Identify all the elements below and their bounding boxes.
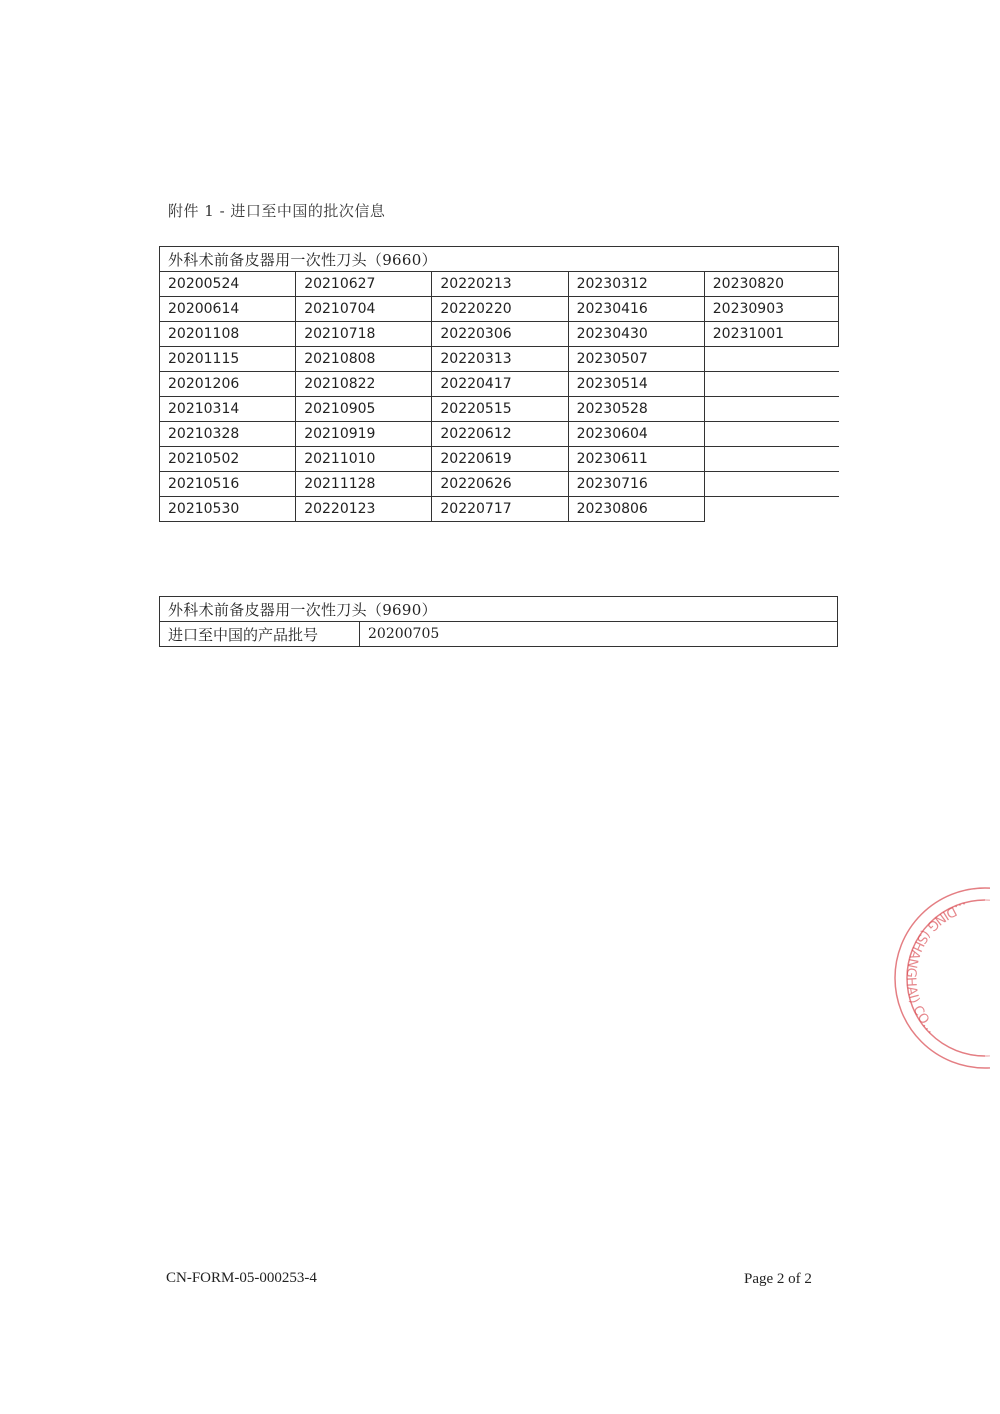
batch-number: 20201206 <box>160 372 296 397</box>
batch-label: 进口至中国的产品批号 <box>160 622 360 647</box>
batch-number: 20210328 <box>160 422 296 447</box>
batch-number: 20210808 <box>296 347 432 372</box>
batch-number: 20210905 <box>296 397 432 422</box>
table-row <box>160 447 839 472</box>
table-row <box>160 297 839 322</box>
batch-table-9660 <box>159 246 839 522</box>
batch-number: 20211010 <box>296 447 432 472</box>
table-header-9660: 外科术前备皮器用一次性刀头（9660） <box>160 247 839 272</box>
batch-number: 20220626 <box>432 472 568 497</box>
batch-number: 20230716 <box>568 472 704 497</box>
table-header-row <box>160 597 838 622</box>
table-header-9690: 外科术前备皮器用一次性刀头（9690） <box>160 597 838 622</box>
empty-cell <box>704 397 838 422</box>
batch-number: 20210704 <box>296 297 432 322</box>
page-number: Page 2 of 2 <box>744 1271 812 1287</box>
attachment-title: 附件 1 - 进口至中国的批次信息 <box>168 202 386 220</box>
table-row <box>160 622 838 647</box>
table-row <box>160 347 839 372</box>
table-row <box>160 372 839 397</box>
batch-number: 20210502 <box>160 447 296 472</box>
table-row <box>160 397 839 422</box>
batch-number: 20210516 <box>160 472 296 497</box>
batch-number: 20220619 <box>432 447 568 472</box>
batch-number: 20210919 <box>296 422 432 447</box>
batch-number: 20230312 <box>568 272 704 297</box>
batch-number: 20230806 <box>568 497 704 522</box>
table-header-row <box>160 247 839 272</box>
empty-cell <box>704 422 838 447</box>
table-row <box>160 472 839 497</box>
empty-cell <box>704 497 838 522</box>
batch-number: 20220417 <box>432 372 568 397</box>
batch-table-9690 <box>159 596 838 647</box>
empty-cell <box>704 347 838 372</box>
batch-number: 20231001 <box>704 322 838 347</box>
seal-text: ...DING (SHANGHAI) CO... <box>902 898 969 1037</box>
batch-number: 20220515 <box>432 397 568 422</box>
seal-graphic <box>880 878 990 1078</box>
batch-number: 20230416 <box>568 297 704 322</box>
batch-number: 20230820 <box>704 272 838 297</box>
company-seal-stamp <box>880 878 990 1078</box>
batch-number: 20210314 <box>160 397 296 422</box>
batch-number: 20230611 <box>568 447 704 472</box>
empty-cell <box>704 447 838 472</box>
batch-number: 20230903 <box>704 297 838 322</box>
batch-number: 20211128 <box>296 472 432 497</box>
batch-number: 20201115 <box>160 347 296 372</box>
form-number: CN-FORM-05-000253-4 <box>166 1270 317 1286</box>
batch-number: 20200524 <box>160 272 296 297</box>
batch-number: 20220313 <box>432 347 568 372</box>
table-row <box>160 322 839 347</box>
batch-number: 20220213 <box>432 272 568 297</box>
batch-number: 20220220 <box>432 297 568 322</box>
batch-number: 20210530 <box>160 497 296 522</box>
batch-number: 20210718 <box>296 322 432 347</box>
batch-number: 20201108 <box>160 322 296 347</box>
batch-number: 20210627 <box>296 272 432 297</box>
empty-cell <box>704 472 838 497</box>
table-row <box>160 422 839 447</box>
table-row <box>160 497 839 522</box>
batch-number: 20220123 <box>296 497 432 522</box>
batch-number: 20230514 <box>568 372 704 397</box>
batch-number: 20200705 <box>360 622 838 647</box>
empty-cell <box>704 372 838 397</box>
batch-number: 20200614 <box>160 297 296 322</box>
batch-rows-9660 <box>160 272 839 522</box>
batch-number: 20220717 <box>432 497 568 522</box>
batch-number: 20220612 <box>432 422 568 447</box>
table-row <box>160 272 839 297</box>
batch-number: 20230528 <box>568 397 704 422</box>
batch-number: 20230507 <box>568 347 704 372</box>
batch-number: 20220306 <box>432 322 568 347</box>
batch-number: 20230604 <box>568 422 704 447</box>
batch-number: 20230430 <box>568 322 704 347</box>
batch-number: 20210822 <box>296 372 432 397</box>
